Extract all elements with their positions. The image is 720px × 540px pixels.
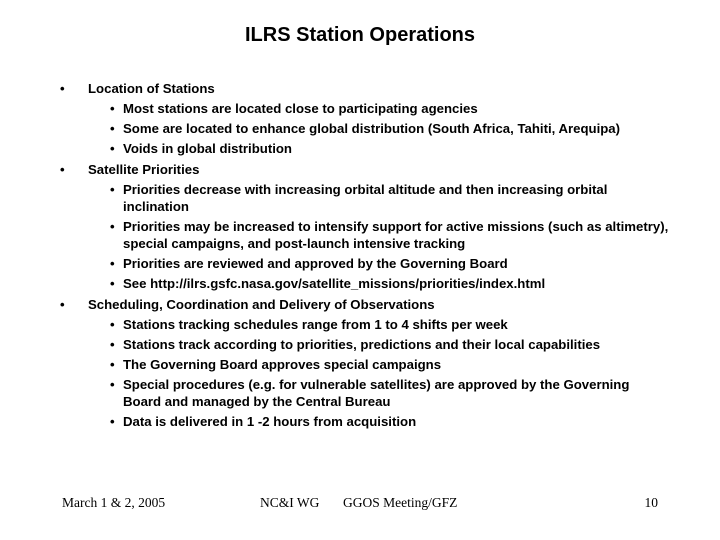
sub-bullet-text: Stations track according to priorities, predictions and their local capabilities bbox=[123, 337, 601, 352]
bullet-text: Location of Stations bbox=[88, 81, 215, 96]
page-number: 10 bbox=[644, 495, 658, 510]
sub-bullet bbox=[60, 120, 670, 137]
sub-bullet bbox=[60, 218, 670, 252]
sub-bullet-text: See http://ilrs.gsfc.nasa.gov/satellite_missions/priorities/index.html bbox=[123, 276, 546, 291]
sub-bullet bbox=[60, 140, 670, 157]
sub-bullet bbox=[60, 255, 670, 272]
sub-bullet-dot: • bbox=[110, 141, 115, 156]
sub-bullet-dot: • bbox=[110, 377, 115, 392]
bullet-location bbox=[60, 80, 670, 97]
bullet-dot: • bbox=[60, 162, 65, 177]
bullet-priorities bbox=[60, 161, 670, 178]
bullet-text: Satellite Priorities bbox=[88, 162, 200, 177]
sub-bullet-dot: • bbox=[110, 101, 115, 116]
sub-bullet-text: Special procedures (e.g. for vulnerable satellites) are approved by the Governing Board and managed by the Central Bureau bbox=[123, 377, 630, 409]
sub-bullet bbox=[60, 316, 670, 333]
slide-title: ILRS Station Operations bbox=[244, 24, 476, 46]
sub-bullet-text: Priorities decrease with increasing orbital altitude and then increasing orbital inclination bbox=[123, 182, 608, 214]
sub-bullet-text: Priorities are reviewed and approved by the Governing Board bbox=[123, 256, 508, 271]
footer-date: March 1 & 2, 2005 bbox=[62, 495, 166, 510]
sub-bullet-dot: • bbox=[110, 121, 115, 136]
sub-bullet bbox=[60, 356, 670, 373]
slide-footer bbox=[0, 495, 720, 515]
sub-bullet-dot: • bbox=[110, 317, 115, 332]
sub-bullet-text: Some are located to enhance global distribution (South Africa, Tahiti, Arequipa) bbox=[123, 121, 621, 136]
sub-bullet-text: The Governing Board approves special campaigns bbox=[123, 357, 442, 372]
sub-bullet-text: Most stations are located close to participating agencies bbox=[123, 101, 478, 116]
sub-bullet-text: Stations tracking schedules range from 1 to 4 shifts per week bbox=[123, 317, 508, 332]
sub-bullet-dot: • bbox=[110, 357, 115, 372]
footer-group: NC&I WG bbox=[260, 495, 320, 510]
sub-bullet-dot: • bbox=[110, 414, 115, 429]
bullet-text: Scheduling, Coordination and Delivery of Observations bbox=[88, 297, 435, 312]
bullet-dot: • bbox=[60, 297, 65, 312]
bullet-dot: • bbox=[60, 81, 65, 96]
sub-bullet-dot: • bbox=[110, 182, 115, 197]
sub-bullet bbox=[60, 336, 670, 353]
footer-meeting: GGOS Meeting/GFZ bbox=[343, 495, 458, 510]
sub-bullet bbox=[60, 100, 670, 117]
sub-bullet bbox=[60, 181, 670, 215]
sub-bullet-text: Voids in global distribution bbox=[123, 141, 292, 156]
bullet-scheduling bbox=[60, 296, 670, 313]
sub-bullet bbox=[60, 275, 670, 292]
sub-bullet-dot: • bbox=[110, 256, 115, 271]
sub-bullet bbox=[60, 413, 670, 430]
sub-bullet-dot: • bbox=[110, 276, 115, 291]
sub-bullet bbox=[60, 376, 670, 410]
slide-content bbox=[60, 80, 670, 430]
sub-bullet-text: Priorities may be increased to intensify support for active missions (such as altimetry), special campaigns, and post-launch intensive tracking bbox=[123, 219, 669, 251]
sub-bullet-text: Data is delivered in 1 -2 hours from acquisition bbox=[123, 414, 417, 429]
sub-bullet-dot: • bbox=[110, 219, 115, 234]
sub-bullet-dot: • bbox=[110, 337, 115, 352]
